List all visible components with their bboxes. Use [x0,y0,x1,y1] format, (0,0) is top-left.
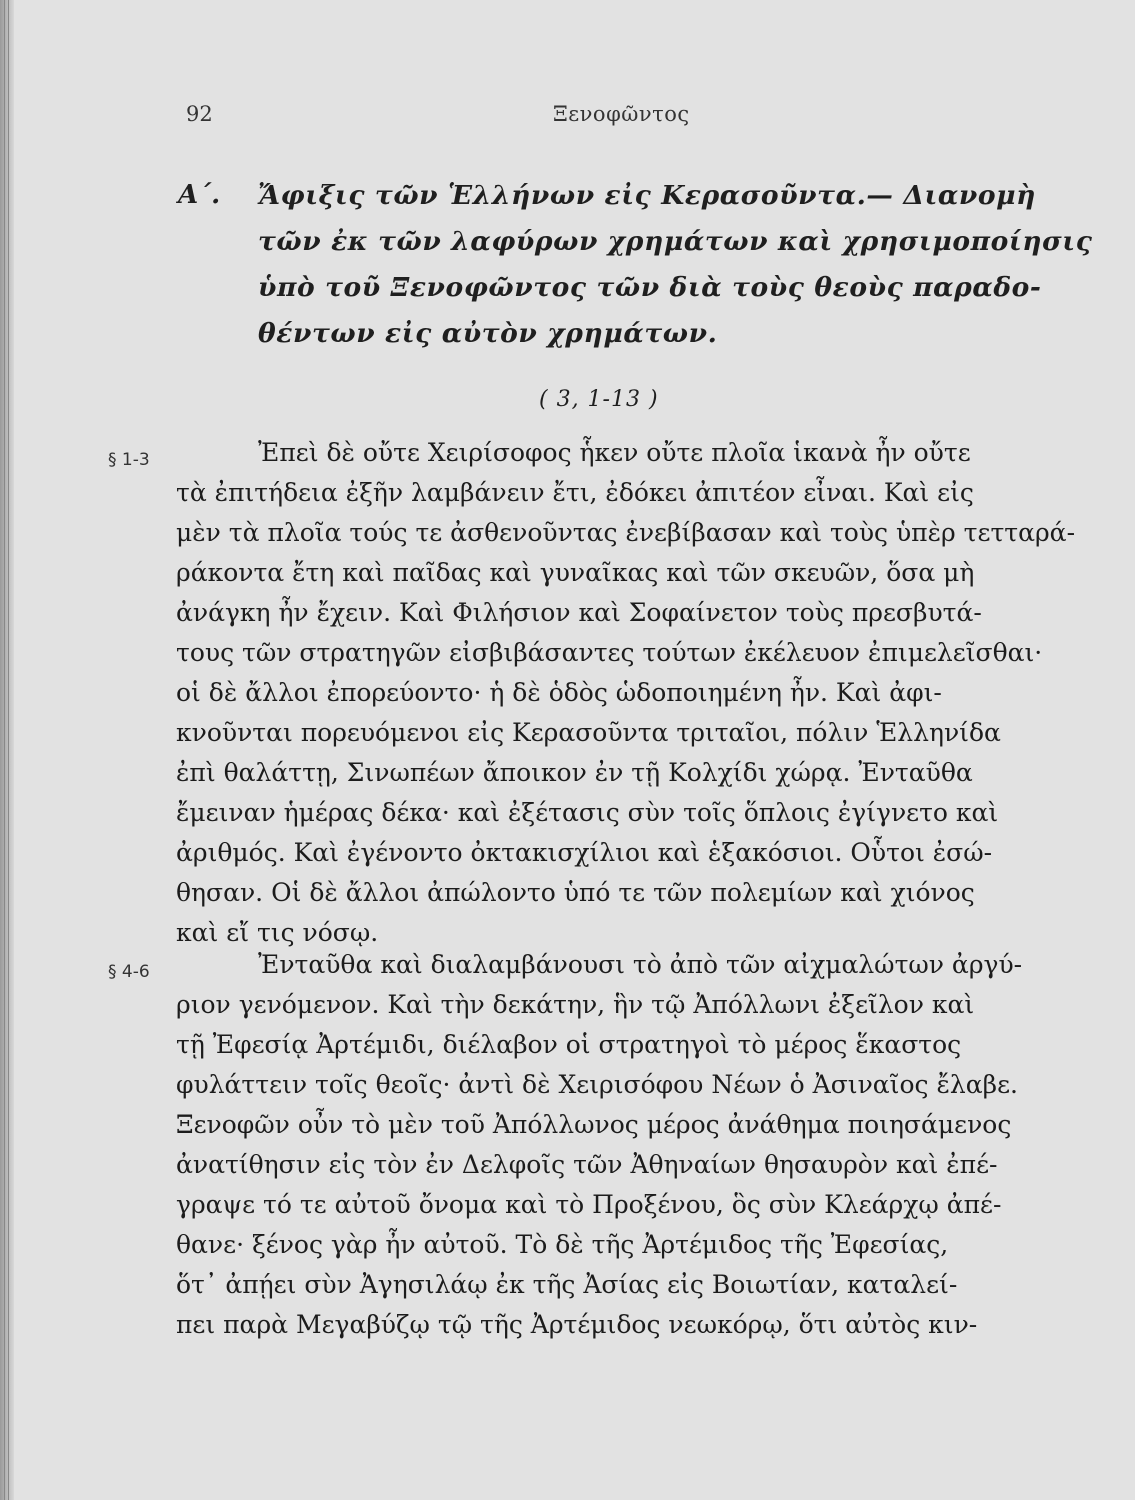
heading-line: θέντων εἰς αὐτὸν χρημάτων. [258,318,718,349]
text-line: τους τῶν στρατηγῶν εἰσβιβάσαντες τούτων ἐκέλευον ἐπιμελεῖσθαι· [176,638,1043,667]
text-line: οἱ δὲ ἄλλοι ἐπορεύοντο· ἡ δὲ ὁδὸς ὡδοποιημένη ἦν. Καὶ ἀφι- [176,678,942,707]
text-line: θανε· ξένος γὰρ ἦν αὐτοῦ. Τὸ δὲ τῆς Ἀρτέμιδος τῆς Ἐφεσίας, [176,1230,949,1259]
book-spine-shadow [0,0,14,1500]
text-line: ὅτ᾽ ἀπῄει σὺν Ἀγησιλάῳ ἐκ τῆς Ἀσίας εἰς Βοιωτίαν, καταλεί- [176,1270,958,1299]
text-line: πει παρὰ Μεγαβύζῳ τῷ τῆς Ἀρτέμιδος νεωκόρῳ, ὅτι αὐτὸς κιν- [176,1310,978,1339]
text-line: θησαν. Οἱ δὲ ἄλλοι ἀπώλοντο ὑπό τε τῶν πολεμίων καὶ χιόνος [176,878,975,907]
text-line: ράκοντα ἔτη καὶ παῖδας καὶ γυναῖκας καὶ τῶν σκευῶν, ὅσα μὴ [176,558,975,587]
text-line: Ξενοφῶν οὖν τὸ μὲν τοῦ Ἀπόλλωνος μέρος ἀνάθημα ποιησάμενος [176,1110,1012,1139]
chapter-letter: Α΄. [178,180,221,210]
page-edge-line [8,0,9,1500]
heading-line: Ἄφιξις τῶν Ἑλλήνων εἰς Κερασοῦντα.— Διανομὴ [258,180,1037,211]
text-line: μὲν τὰ πλοῖα τούς τε ἀσθενοῦντας ἐνεβίβασαν καὶ τοὺς ὑπὲρ τετταρά- [176,518,1076,547]
text-line: κνοῦνται πορευόμενοι εἰς Κερασοῦντα τριταῖοι, πόλιν Ἑλληνίδα [176,718,1001,747]
text-line: ἔμειναν ἡμέρας δέκα· καὶ ἐξέτασις σὺν τοῖς ὅπλοις ἐγίγνετο καὶ [176,798,999,827]
page-edge-line [4,0,5,1500]
heading-line: ὑπὸ τοῦ Ξενοφῶντος τῶν διὰ τοὺς θεοὺς παραδο- [258,272,1042,303]
section-marker: § 1-3 [108,450,150,470]
text-line: ἀνάγκη ἦν ἔχειν. Καὶ Φιλήσιον καὶ Σοφαίνετον τοὺς πρεσβυτά- [176,598,982,627]
text-line: καὶ εἴ τις νόσῳ. [176,918,379,947]
heading-line: τῶν ἐκ τῶν λαφύρων χρημάτων καὶ χρησιμοποίησις [258,226,1093,257]
text-line: γραψε τό τε αὐτοῦ ὄνομα καὶ τὸ Προξένου, ὃς σὺν Κλεάρχῳ ἀπέ- [176,1190,1002,1219]
section-marker: § 4-6 [108,962,150,982]
text-line: ἀριθμός. Καὶ ἐγένοντο ὀκτακισχίλιοι καὶ ἑξακόσιοι. Οὗτοι ἐσώ- [176,838,993,867]
text-line: τὰ ἐπιτήδεια ἐξῆν λαμβάνειν ἔτι, ἐδόκει ἀπιτέον εἶναι. Καὶ εἰς [176,478,974,507]
text-line: ριον γενόμενον. Καὶ τὴν δεκάτην, ἣν τῷ Ἀπόλλωνι ἐξεῖλον καὶ [176,990,975,1019]
text-line: Ἐπεὶ δὲ οὔτε Χειρίσοφος ἧκεν οὔτε πλοῖα ἱκανὰ ἦν οὔτε [258,438,971,467]
running-head [0,102,1135,132]
text-line: ἐπὶ θαλάττῃ, Σινωπέων ἄποικον ἐν τῇ Κολχίδι χώρᾳ. Ἐνταῦθα [176,758,973,787]
text-line: Ἐνταῦθα καὶ διαλαμβάνουσι τὸ ἀπὸ τῶν αἰχμαλώτων ἀργύ- [258,950,1023,979]
running-title: Ξενοφῶντος [553,102,690,126]
text-line: φυλάττειν τοῖς θεοῖς· ἀντὶ δὲ Χειρισόφου Νέων ὁ Ἀσιναῖος ἔλαβε. [176,1070,1018,1099]
text-line: ἀνατίθησιν εἰς τὸν ἐν Δελφοῖς τῶν Ἀθηναίων θησαυρὸν καὶ ἐπέ- [176,1150,998,1179]
text-line: τῇ Ἐφεσίᾳ Ἀρτέμιδι, διέλαβον οἱ στρατηγοὶ τὸ μέρος ἕκαστος [176,1030,962,1059]
passage-range: ( 3, 1-13 ) [539,387,659,412]
page-number: 92 [186,102,213,126]
